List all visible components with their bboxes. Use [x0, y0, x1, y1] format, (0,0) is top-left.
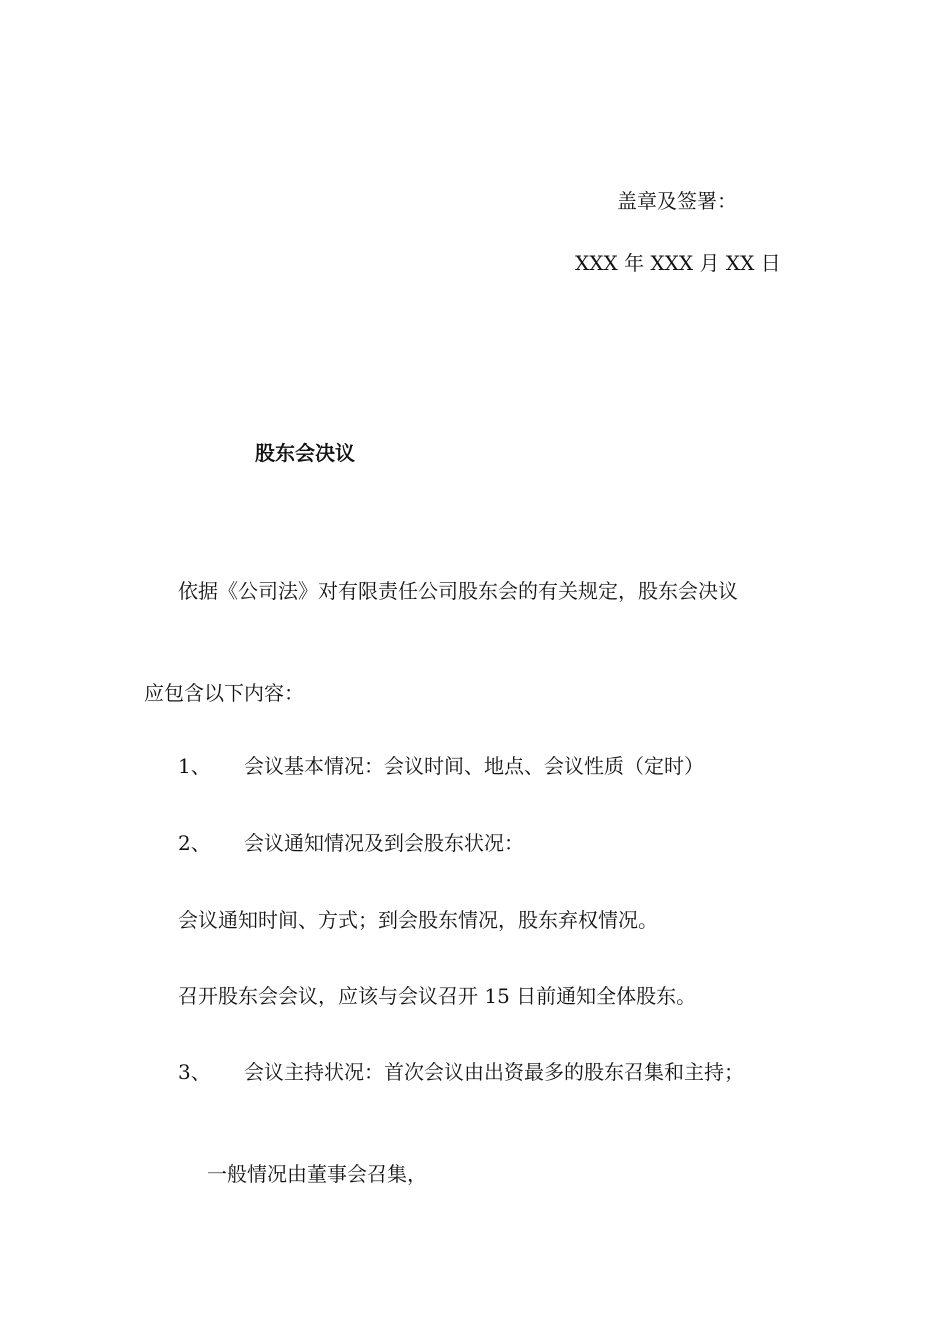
list-item-2-number: 2、	[178, 831, 211, 855]
intro-line-2: 应包含以下内容：	[144, 681, 304, 705]
document-title: 股东会决议	[255, 441, 355, 465]
list-item-3	[178, 1059, 744, 1085]
list-item-1	[178, 753, 704, 779]
list-item-3-number: 3、	[178, 1060, 211, 1084]
host-general-text: 一般情况由董事会召集，	[207, 1162, 427, 1186]
list-item-1-text: 会议基本情况：会议时间、地点、会议性质（定时）	[244, 754, 704, 778]
notice-rule-text: 召开股东会会议，应该与会议召开 15 日前通知全体股东。	[178, 984, 697, 1008]
list-item-2	[178, 830, 524, 856]
notice-detail-text: 会议通知时间、方式；到会股东情况，股东弃权情况。	[178, 908, 658, 932]
signature-label: 盖章及签署：	[617, 189, 737, 213]
intro-line-1: 依据《公司法》对有限责任公司股东会的有关规定，股东会决议	[178, 579, 738, 603]
list-item-3-text: 会议主持状况：首次会议由出资最多的股东召集和主持；	[244, 1060, 744, 1084]
list-item-2-text: 会议通知情况及到会股东状况：	[244, 831, 524, 855]
signature-date: XXX 年 XXX 月 XX 日	[575, 251, 781, 275]
list-item-1-number: 1、	[178, 754, 211, 778]
